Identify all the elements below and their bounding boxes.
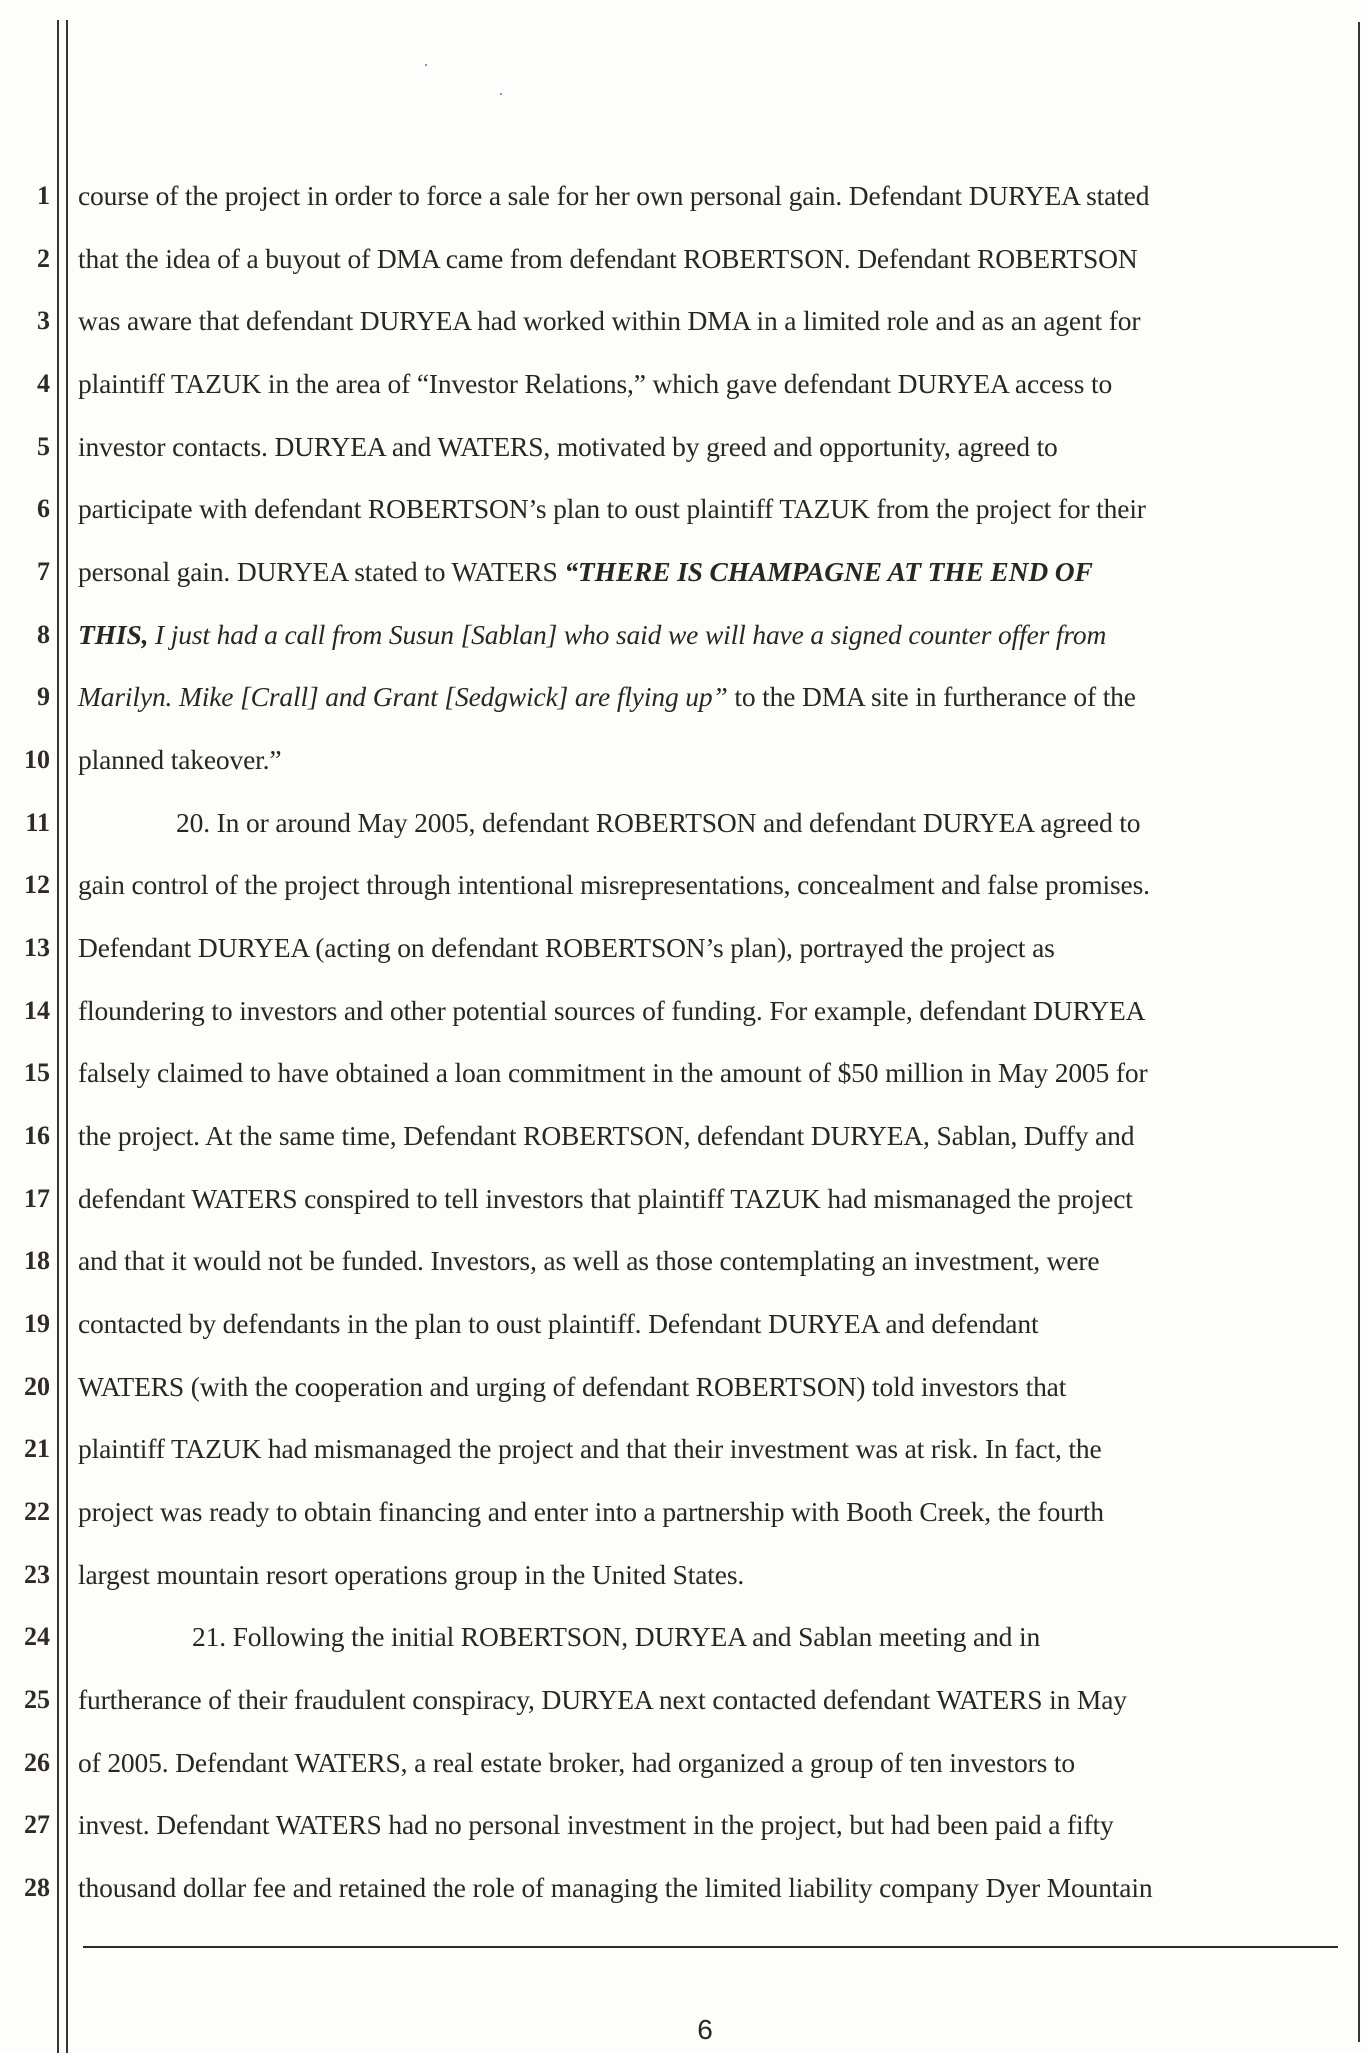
- line-text: contacted by defendants in the plan to oust plaintiff. Defendant DURYEA and defendant: [78, 1308, 1039, 1339]
- line-text: largest mountain resort operations group in the United States.: [78, 1559, 745, 1590]
- footer-rule: [83, 1946, 1338, 1948]
- line-number: 27: [24, 1810, 50, 1839]
- line-number: 20: [24, 1372, 50, 1401]
- line-number: 23: [24, 1560, 50, 1589]
- line-number: 9: [37, 682, 50, 711]
- line-text: was aware that defendant DURYEA had worked within DMA in a limited role and as an agent for: [78, 305, 1141, 336]
- line-text: investor contacts. DURYEA and WATERS, motivated by greed and opportunity, agreed to: [78, 431, 1058, 462]
- pleading-line: [0, 1680, 1367, 1720]
- line-text: that the idea of a buyout of DMA came from defendant ROBERTSON. Defendant ROBERTSON: [78, 243, 1138, 274]
- line-text: WATERS (with the cooperation and urging of defendant ROBERTSON) told investors that: [78, 1371, 1067, 1402]
- line-number: 21: [24, 1434, 50, 1463]
- line-number: 13: [24, 933, 50, 962]
- line-number: 16: [24, 1121, 50, 1150]
- pleading-line: [0, 1367, 1367, 1407]
- line-text: furtherance of their fraudulent conspiracy, DURYEA next contacted defendant WATERS in May: [78, 1684, 1127, 1715]
- line-text: [78, 552, 1093, 592]
- pleading-line: [0, 991, 1367, 1031]
- pleading-line: [0, 1053, 1367, 1093]
- line-text: the project. At the same time, Defendant ROBERTSON, defendant DURYEA, Sablan, Duffy and: [78, 1120, 1135, 1151]
- line-text: course of the project in order to force a sale for her own personal gain. Defendant DURYEA stated: [78, 180, 1150, 211]
- line-text: gain control of the project through intentional misrepresentations, concealment and false promises.: [78, 869, 1150, 900]
- pleading-line: [0, 677, 1367, 717]
- scan-speck: [425, 64, 427, 66]
- line-number: 15: [24, 1058, 50, 1087]
- line-number: 5: [37, 432, 50, 461]
- line-number: 12: [24, 870, 50, 899]
- quote-emphasis: THIS,: [78, 619, 149, 650]
- line-number: 28: [24, 1873, 50, 1902]
- line-text: planned takeover.”: [78, 744, 282, 775]
- pleading-line: [0, 1868, 1367, 1908]
- pleading-line: [0, 1304, 1367, 1344]
- line-number: 26: [24, 1748, 50, 1777]
- line-number: 1: [37, 181, 50, 210]
- quote-italic: Marilyn. Mike [Crall] and Grant [Sedgwick] are flying up”: [78, 681, 728, 712]
- line-text: falsely claimed to have obtained a loan commitment in the amount of $50 million in May 2005 for: [78, 1057, 1148, 1088]
- paragraph-start: 21. Following the initial ROBERTSON, DURYEA and Sablan meeting and in: [192, 1621, 1041, 1652]
- pleading-line: [0, 928, 1367, 968]
- pleading-line: [0, 239, 1367, 279]
- line-text: thousand dollar fee and retained the role of managing the limited liability company Dyer Mountain: [78, 1872, 1153, 1903]
- quote-emphasis: “THERE IS CHAMPAGNE AT THE END OF: [564, 556, 1093, 587]
- line-number: 19: [24, 1309, 50, 1338]
- quote-italic: I just had a call from Susun [Sablan] who said we will have a signed counter offer from: [148, 619, 1107, 650]
- line-number: 6: [37, 494, 50, 523]
- line-number: 11: [25, 808, 50, 837]
- line-text: invest. Defendant WATERS had no personal investment in the project, but had been paid a fifty: [78, 1809, 1114, 1840]
- pleading-line: [0, 803, 1367, 843]
- pleading-line: [0, 427, 1367, 467]
- pleading-line: [0, 1116, 1367, 1156]
- line-number: 7: [37, 557, 50, 586]
- line-number: 3: [37, 306, 50, 335]
- pleading-line: [0, 1429, 1367, 1469]
- pleading-line: [0, 552, 1367, 592]
- pleading-line: [0, 1743, 1367, 1783]
- scan-speck: [500, 93, 502, 95]
- pleading-line: [0, 301, 1367, 341]
- pleading-line: [0, 1179, 1367, 1219]
- pleading-line: [0, 1805, 1367, 1845]
- line-text-normal: to the DMA site in furtherance of the: [727, 681, 1136, 712]
- line-number: 17: [24, 1184, 50, 1213]
- line-number: 18: [24, 1246, 50, 1275]
- line-text: of 2005. Defendant WATERS, a real estate broker, had organized a group of ten investors to: [78, 1747, 1076, 1778]
- pleading-line: [0, 1241, 1367, 1281]
- line-text: floundering to investors and other potential sources of funding. For example, defendant DURYEA: [78, 995, 1146, 1026]
- line-text: project was ready to obtain financing and enter into a partnership with Booth Creek, the fourth: [78, 1496, 1104, 1527]
- pleading-line: [0, 1555, 1367, 1595]
- line-number: 14: [24, 996, 50, 1025]
- paragraph-start: 20. In or around May 2005, defendant ROBERTSON and defendant DURYEA agreed to: [176, 807, 1141, 838]
- line-text: plaintiff TAZUK had mismanaged the project and that their investment was at risk. In fact, the: [78, 1433, 1102, 1464]
- line-text: Defendant DURYEA (acting on defendant ROBERTSON’s plan), portrayed the project as: [78, 932, 1055, 963]
- line-number: 22: [24, 1497, 50, 1526]
- line-number: 10: [24, 745, 50, 774]
- line-number: 24: [24, 1622, 50, 1651]
- pleading-line: [0, 176, 1367, 216]
- line-text-normal: personal gain. DURYEA stated to WATERS: [78, 556, 565, 587]
- line-number: 2: [37, 244, 50, 273]
- pleading-line: [0, 615, 1367, 655]
- pleading-line: [0, 364, 1367, 404]
- pleading-line: [0, 865, 1367, 905]
- line-number: 4: [37, 369, 50, 398]
- pleading-line: [0, 740, 1367, 780]
- pleading-line: [0, 1492, 1367, 1532]
- pleading-line: [0, 1617, 1367, 1657]
- line-text: plaintiff TAZUK in the area of “Investor Relations,” which gave defendant DURYEA access to: [78, 368, 1113, 399]
- page-number: 6: [697, 2014, 713, 2045]
- line-number: 25: [24, 1685, 50, 1714]
- pleading-line: [0, 489, 1367, 529]
- line-number: 8: [37, 620, 50, 649]
- line-text: [78, 615, 1106, 655]
- line-text: defendant WATERS conspired to tell investors that plaintiff TAZUK had mismanaged the project: [78, 1183, 1133, 1214]
- line-text: [78, 677, 1136, 717]
- line-text: and that it would not be funded. Investors, as well as those contemplating an investment, were: [78, 1245, 1100, 1276]
- line-text: participate with defendant ROBERTSON’s plan to oust plaintiff TAZUK from the project for their: [78, 493, 1146, 524]
